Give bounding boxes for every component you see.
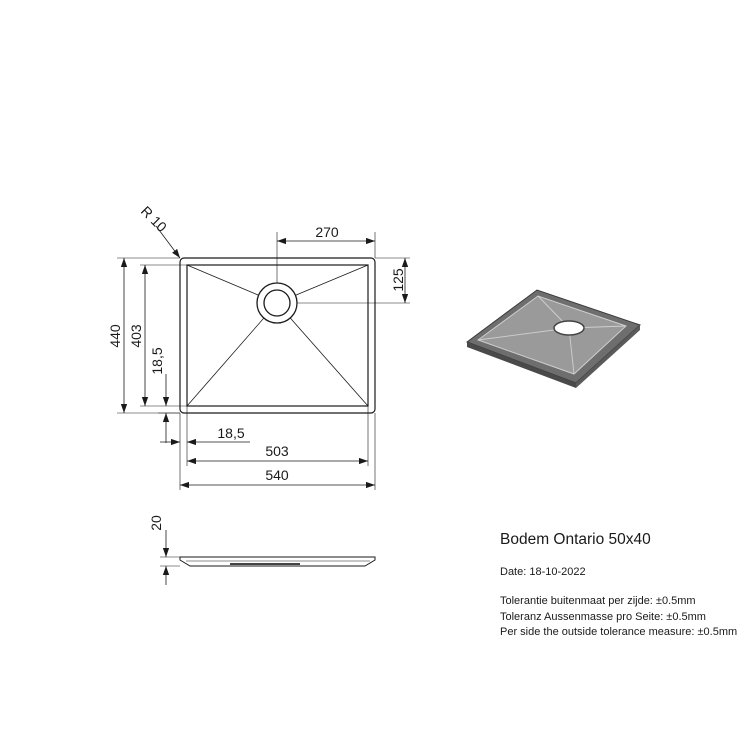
dim-label-edge-vertical: 18,5 xyxy=(149,347,165,375)
tray-drain-hole xyxy=(554,321,584,335)
product-title: Bodem Ontario 50x40 xyxy=(500,531,651,548)
dim-label-540: 540 xyxy=(265,467,289,483)
dim-label-125: 125 xyxy=(390,268,406,292)
dim-label-20: 20 xyxy=(148,515,164,531)
tolerance-note-nl: Tolerantie buitenmaat per zijde: ±0.5mm xyxy=(500,595,696,607)
tolerance-note-de: Toleranz Aussenmasse pro Seite: ±0.5mm xyxy=(500,610,706,623)
drawing-date: Date: 18-10-2022 xyxy=(500,566,586,578)
outer-outline xyxy=(180,258,375,413)
dim-label-440: 440 xyxy=(107,324,123,348)
dim-label-503: 503 xyxy=(265,443,289,459)
dim-label-270: 270 xyxy=(315,224,339,240)
dim-label-403: 403 xyxy=(128,324,144,348)
dim-label-edge-horizontal: 18,5 xyxy=(217,425,245,441)
side-profile xyxy=(160,530,375,585)
tray-3d-view xyxy=(467,290,640,388)
tolerance-notes xyxy=(500,594,748,641)
drain-hole-outer xyxy=(257,283,297,323)
title-block xyxy=(500,531,748,641)
radius-label: R 10 xyxy=(137,202,171,236)
tolerance-note-en: Per side the outside tolerance measure: ±0.5mm xyxy=(500,626,738,638)
